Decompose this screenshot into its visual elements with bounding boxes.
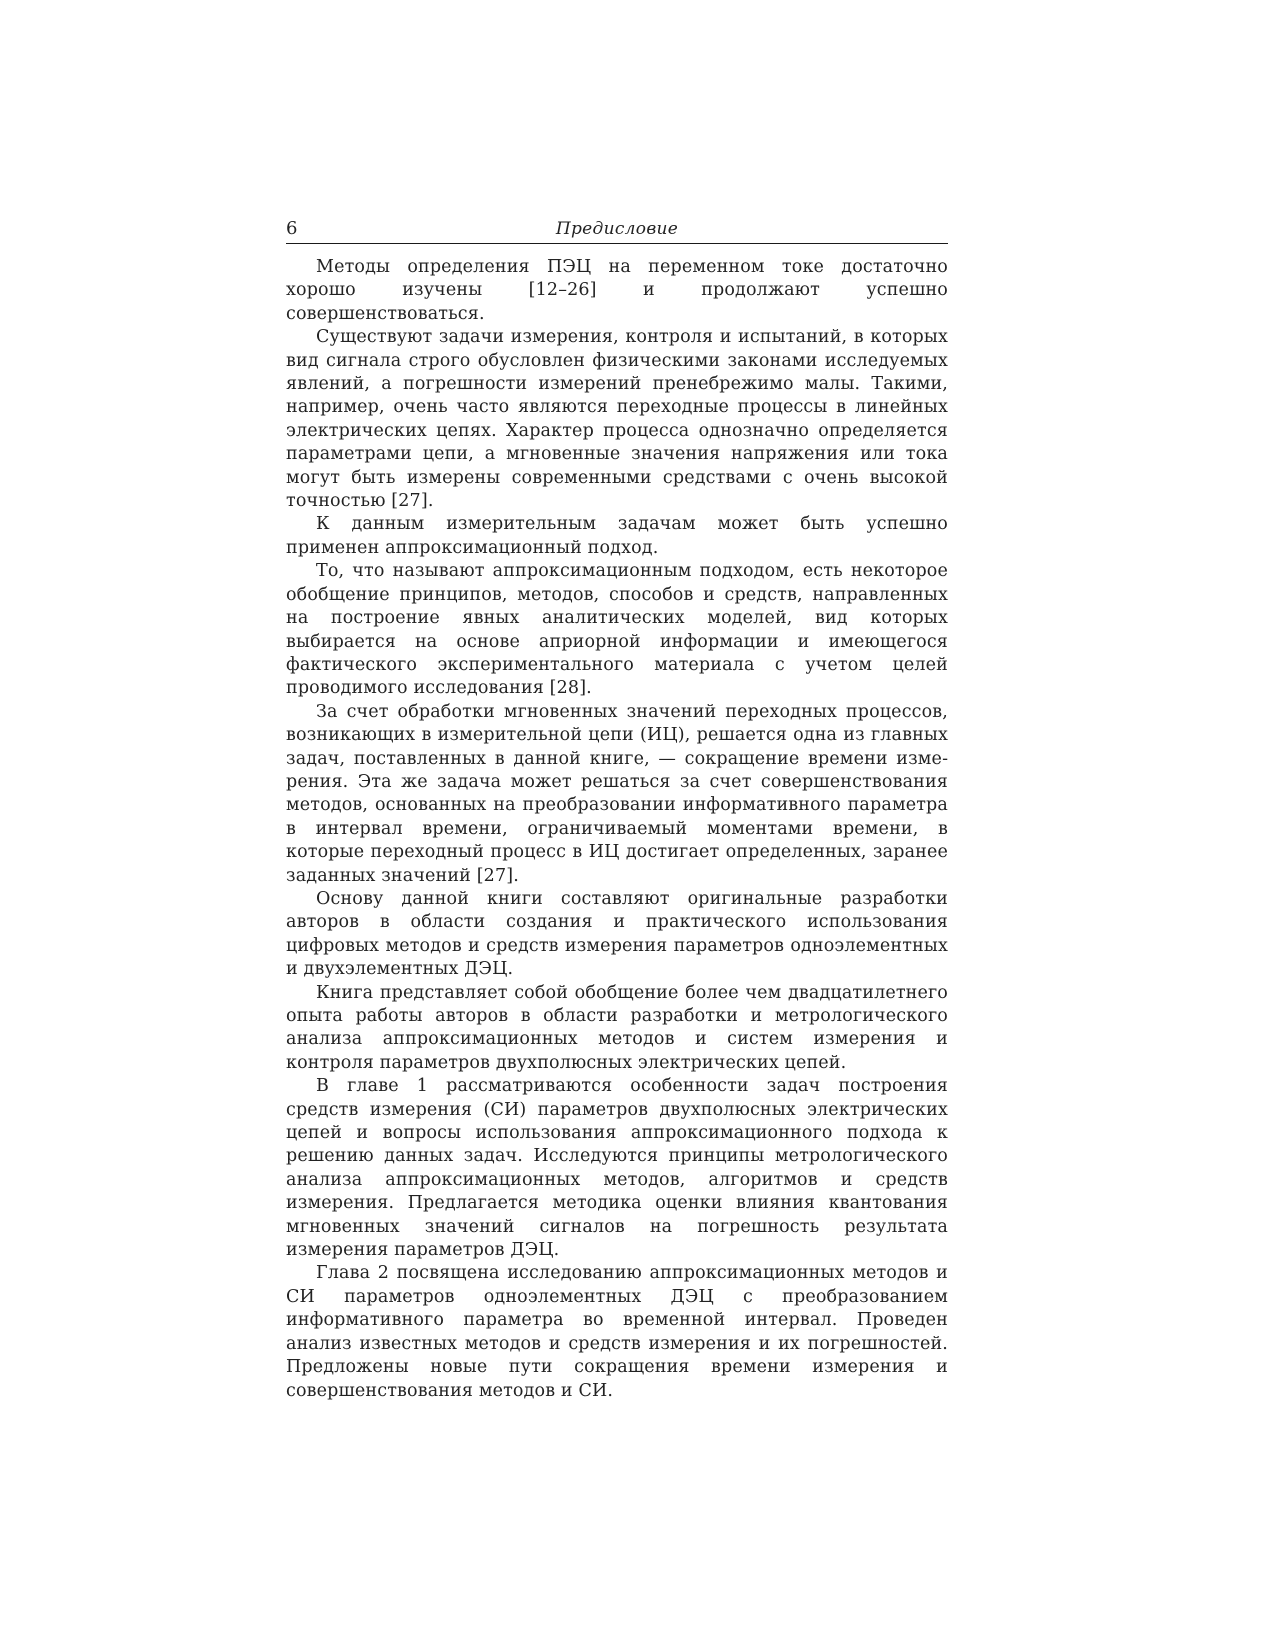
- paragraph-4: То, что называют аппроксимационным подходом, есть некоторое обобщение принципов, методов, способов и средств, направленных на построение явных аналитических моделей, вид которых выбирается на основе априорной информации и имеющегося фактического экспериментального материала с учетом целей проводимого исследования [28].: [286, 561, 948, 699]
- paragraph-9: Глава 2 посвящена исследованию аппроксимационных методов и СИ параметров одноэлементных ДЭЦ с преобразованием информативного параметра во временной интервал. Проведен анализ известных методов и средств измерения и их погрешностей. Предложены новые пути сокращения времени измерения и совершенствования методов и СИ.: [286, 1263, 948, 1401]
- paragraph-5: За счет обработки мгновенных значений переходных процессов, возникающих в измерительной цепи (ИЦ), решается одна из главных задач, поставленных в данной книге, — сокращение времени измерения. Эта же задача может решаться за счет совершенствования методов, основанных на преобразовании информативного параметра в интервал времени, ограничиваемый моментами времени, в которые переходный процесс в ИЦ достигает определенных, заранее заданных значений [27].: [286, 701, 948, 886]
- page-number: 6: [286, 218, 298, 239]
- running-title: Предисловие: [555, 219, 679, 239]
- paragraph-1: Методы определения ПЭЦ на переменном токе достаточно хорошо изучены [12–26] и продолжают успешно совершенствоваться.: [286, 257, 948, 324]
- book-page: [286, 218, 948, 1403]
- paragraph-3: К данным измерительным задачам может быть успешно применен аппроксимационный подход.: [286, 514, 948, 558]
- paragraph-2: Существуют задачи измерения, контроля и испытаний, в которых вид сигнала строго обусловлен физическими законами исследуемых явлений, а погрешности измерений пренебрежимо малы. Такими, например, очень часто являются переходные процессы в линейных электрических цепях. Характер процесса однозначно определяется параметрами цепи, а мгновенные значения напряжения или тока могут быть измерены современными средствами с очень высокой точностью [27].: [286, 327, 948, 512]
- body-text: [286, 256, 948, 1403]
- running-header: [286, 218, 948, 244]
- paragraph-7: Книга представляет собой обобщение более чем двадцатилетнего опыта работы авторов в области разработки и метрологического анализа аппроксимационных методов и систем измерения и контроля параметров двухполюсных электрических цепей.: [286, 982, 948, 1073]
- paragraph-8: В главе 1 рассматриваются особенности задач построения средств измерения (СИ) параметров двухполюсных электрических цепей и вопросы использования аппроксимационного подхода к решению данных задач. Исследуются принципы метрологического анализа аппроксимационных методов, алгоритмов и средств измерения. Предлагается методика оценки влияния квантования мгновенных значений сигналов на погрешность результата измерения параметров ДЭЦ.: [286, 1076, 948, 1261]
- paragraph-6: Основу данной книги составляют оригинальные разработки авторов в области создания и практического использования цифровых методов и средств измерения параметров одноэлементных и двухэлементных ДЭЦ.: [286, 888, 948, 980]
